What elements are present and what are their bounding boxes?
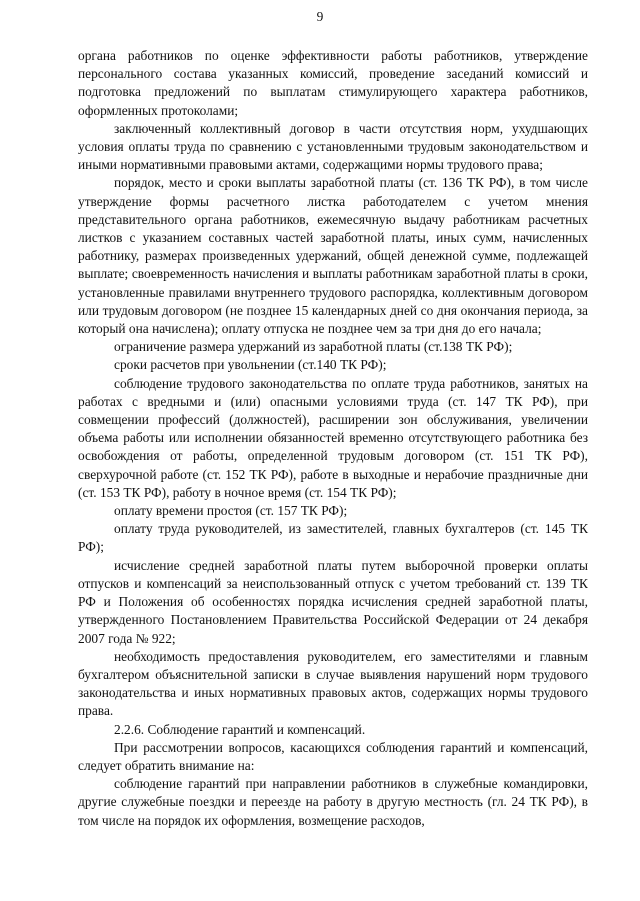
paragraph: соблюдение трудового законодательства по оплате труда работников, занятых на работах с вредными и (или) опасными условиями труда (ст. 147 ТК РФ), при совмещении профессий (должностей), расширении зон обслуживания, увеличении объема работы или исполнении обязанностей временно отсутствующего работника без освобождения от работы, определенной трудовым договором (ст. 151 ТК РФ), сверхурочной работе (ст. 152 ТК РФ), работе в выходные и нерабочие праздничные дни (ст. 153 ТК РФ), работу в ночное время (ст. 154 ТК РФ);	[78, 375, 588, 500]
paragraph: оплату труда руководителей, из заместителей, главных бухгалтеров (ст. 145 ТК РФ);	[78, 521, 588, 555]
paragraph: необходимость предоставления руководителем, его заместителями и главным бухгалтером объяснительной записки в случае выявления нарушений норм трудового законодательства и иных нормативных правовых актов, содержащих нормы трудового права.	[78, 648, 588, 719]
paragraph: сроки расчетов при увольнении (ст.140 ТК РФ);	[114, 357, 387, 373]
paragraph: ограничение размера удержаний из заработной платы (ст.138 ТК РФ);	[114, 339, 513, 355]
page-number: 9	[316, 9, 324, 24]
paragraph: заключенный коллективный договор в части отсутствия норм, ухудшающих условия оплаты труда по сравнению с установленными трудовым законодательством и иными нормативными правовыми актами, содержащими нормы трудового права;	[78, 120, 588, 173]
section-heading: 2.2.6. Соблюдение гарантий и компенсаций.	[114, 721, 366, 737]
paragraph: При рассмотрении вопросов, касающихся соблюдения гарантий и компенсаций, следует обратить внимание на:	[78, 739, 588, 773]
document-body	[78, 47, 588, 830]
paragraph: исчисление средней заработной платы путем выборочной проверки оплаты отпусков и компенсаций за неиспользованный отпуск с учетом требований ст. 139 ТК РФ и Положения об особенностях порядка исчисления средней заработной платы, утвержденного Постановлением Правительства Российской Федерации от 24 декабря 2007 года № 922;	[78, 557, 588, 646]
paragraph: соблюдение гарантий при направлении работников в служебные командировки, другие служебные поездки и переезде на работу в другую местность (гл. 24 ТК РФ), в том числе на порядок их оформления, возмещение расходов,	[78, 776, 588, 828]
paragraph: органа работников по оценке эффективности работы работников, утверждение персонального состава указанных комиссий, проведение заседаний комиссий и подготовка предложений по выплатам стимулирующего характера работников, оформленных протоколами;	[78, 48, 588, 118]
paragraph: оплату времени простоя (ст. 157 ТК РФ);	[114, 503, 348, 519]
paragraph: порядок, место и сроки выплаты заработной платы (ст. 136 ТК РФ), в том числе утверждение формы расчетного листка работодателем с учетом мнения представительного органа работников, ежемесячную выдачу работникам расчетных листков с указанием составных частей заработной платы, иных сумм, начисленных работнику, размерах произведенных удержаний, общей денежной сумме, подлежащей выплате; своевременность начисления и выплаты работникам заработной платы в сроки, установленные правилами внутреннего трудового распорядка, коллективным договором или трудовым договором (не позднее 15 календарных дней со дня окончания периода, за который она начислена); оплату отпуска не позднее чем за три дня до его начала;	[78, 175, 588, 337]
